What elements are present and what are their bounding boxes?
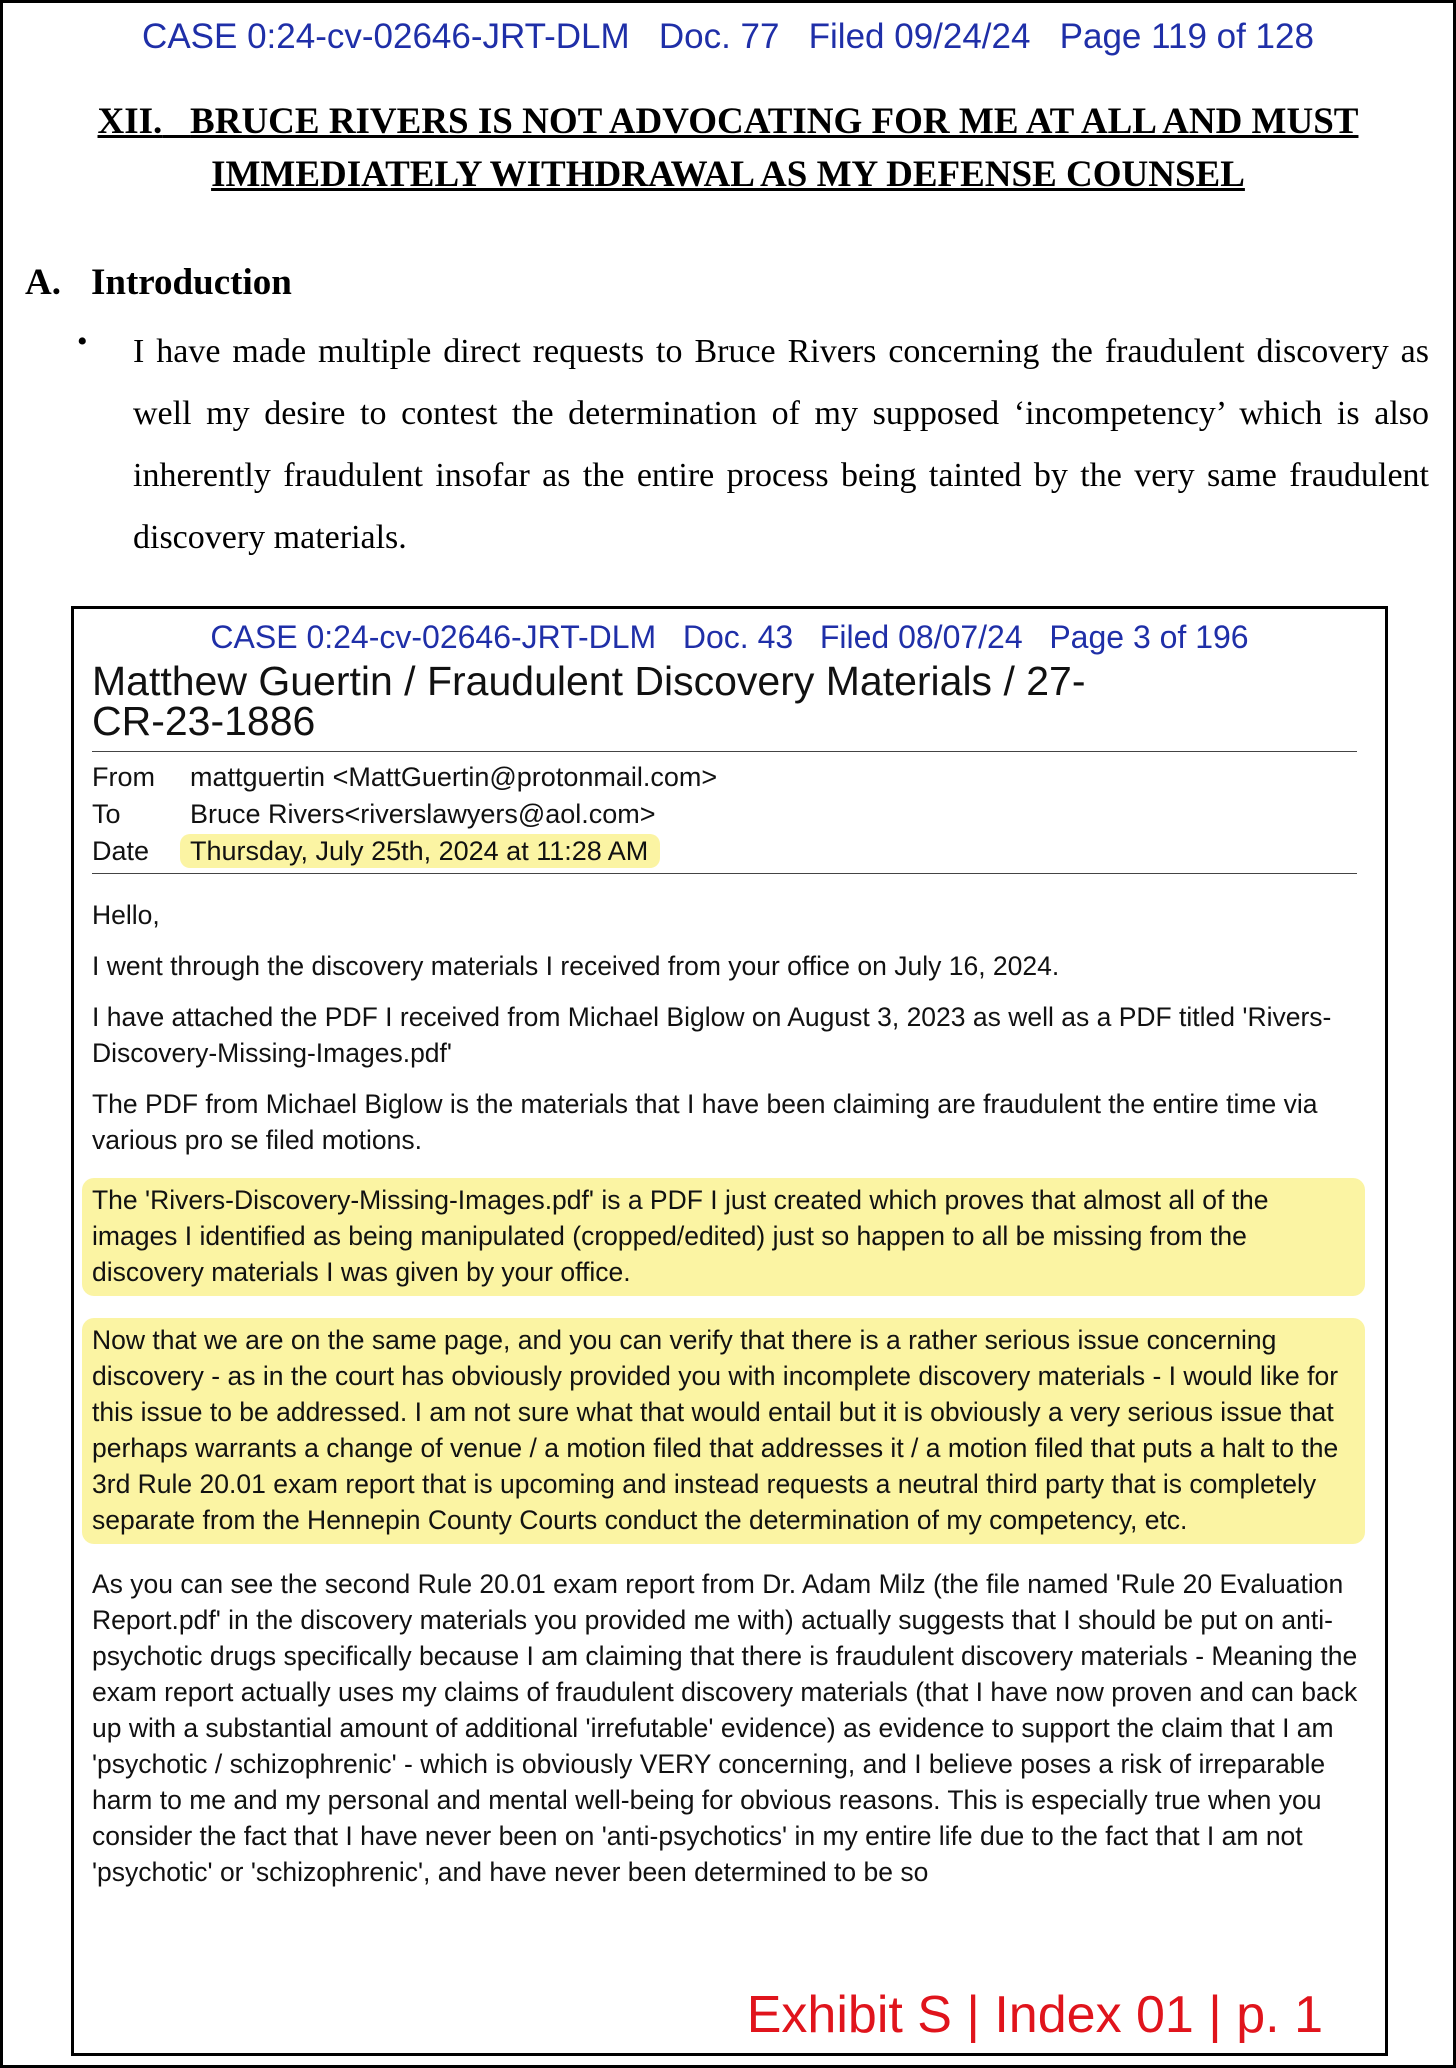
exhibit-label: Exhibit S | Index 01 | p. 1 [746, 1986, 1323, 2044]
section-title-text-1: BRUCE RIVERS IS NOT ADVOCATING FOR ME AT ALL AND MUST [190, 101, 1359, 142]
date-label: Date [92, 836, 150, 866]
filed-date: Filed 09/24/24 [808, 17, 1031, 56]
highlighted-paragraph: The 'Rivers-Discovery-Missing-Images.pdf' is a PDF I just created which proves that almost all of the images I identified as being manipulated (cropped/edited) just so happen to all be missing from the discovery materials I was given by your office. [82, 1178, 1365, 1296]
email-paragraph: I have attached the PDF I received from Michael Biglow on August 3, 2023 as well as a PDF titled 'Rivers-Discovery-Missing-Images.pdf' [92, 1002, 1332, 1068]
email-subject-line-1: Matthew Guertin / Fraudulent Discovery Materials / 27- [92, 658, 1086, 704]
case-number: CASE 0:24-cv-02646-JRT-DLM [142, 17, 630, 56]
subsection-letter: A. [25, 262, 61, 303]
subsection-title: Introduction [91, 262, 292, 303]
to-label: To [92, 799, 121, 829]
exhibit-doc-number: Doc. 43 [682, 619, 794, 655]
from-label: From [92, 762, 155, 792]
to-value: Bruce Rivers<riverslawyers@aol.com> [190, 799, 656, 829]
email-meta [92, 759, 717, 870]
exhibit-case-number: CASE 0:24-cv-02646-JRT-DLM [210, 619, 657, 655]
email-from-row [92, 759, 717, 796]
exhibit-page-number: Page 3 of 196 [1049, 619, 1249, 655]
page-number: Page 119 of 128 [1059, 17, 1314, 56]
email-paragraph: The PDF from Michael Biglow is the materials that I have been claiming are fraudulent the entire time via various pro se filed motions. [92, 1089, 1318, 1155]
exhibit-filed-date: Filed 08/07/24 [819, 619, 1023, 655]
divider [92, 751, 1357, 752]
exhibit-email [71, 606, 1388, 2056]
case-header [3, 17, 1453, 57]
from-value: mattguertin <MattGuertin@protonmail.com> [190, 762, 718, 792]
highlighted-paragraph: Now that we are on the same page, and you can verify that there is a rather serious issue concerning discovery - as in the court has obviously provided you with incomplete discovery materials - I would like for this issue to be addressed. I am not sure what that would entail but it is obviously a very serious issue that perhaps warrants a change of venue / a motion filed that addresses it / a motion filed that puts a halt to the 3rd Rule 20.01 exam report that is upcoming and instead requests a neutral third party that is completely separate from the Hennepin County Courts conduct the determination of my competency, etc. [82, 1318, 1365, 1544]
email-subject-line-2: CR-23-1886 [92, 698, 316, 744]
bullet-paragraph: I have made multiple direct requests to Bruce Rivers concerning the fraudulent discovery as well my desire to contest the determination of my supposed ‘incompetency’ which is also inherently fraudulent insofar as the entire process being tainted by the very same fraudulent discovery materials. [133, 333, 1429, 556]
email-paragraph: I went through the discovery materials I received from your office on July 16, 2024. [92, 951, 1060, 981]
email-date-row [92, 833, 717, 870]
section-number: XII. [97, 101, 163, 142]
email-to-row [92, 796, 717, 833]
exhibit-case-header [74, 619, 1385, 656]
date-value: Thursday, July 25th, 2024 at 11:28 AM [180, 834, 660, 868]
doc-number: Doc. 77 [658, 17, 780, 56]
email-paragraph: As you can see the second Rule 20.01 exam report from Dr. Adam Milz (the file named 'Rule 20 Evaluation Report.pdf' in the discovery materials you provided me with) actually suggests that I should be put on anti-psychotic drugs specifically because I am claiming that there is fraudulent discovery materials - Meaning the exam report actually uses my claims of fraudulent discovery materials (that I have now proven and can back up with a substantial amount of additional 'irrefutable' evidence) as evidence to support the claim that I am 'psychotic / schizophrenic' - which is obviously VERY concerning, and I believe poses a risk of irreparable harm to me and my personal and mental well-being for obvious reasons. This is especially true when you consider the fact that I have never been on 'anti-psychotics' in my entire life due to the fact that I am not 'psychotic' or 'schizophrenic', and have never been determined to be so [92, 1569, 1358, 1887]
divider [92, 873, 1357, 874]
email-subject [92, 658, 1365, 744]
bullet-icon: • [77, 325, 88, 358]
subsection-heading [25, 261, 292, 304]
section-title [43, 95, 1413, 201]
email-body [92, 897, 1361, 1905]
email-paragraph: Hello, [92, 900, 160, 930]
section-title-line-2: IMMEDIATELY WITHDRAWAL AS MY DEFENSE COUNSEL [211, 154, 1245, 195]
section-title-line-1 [43, 95, 1413, 148]
